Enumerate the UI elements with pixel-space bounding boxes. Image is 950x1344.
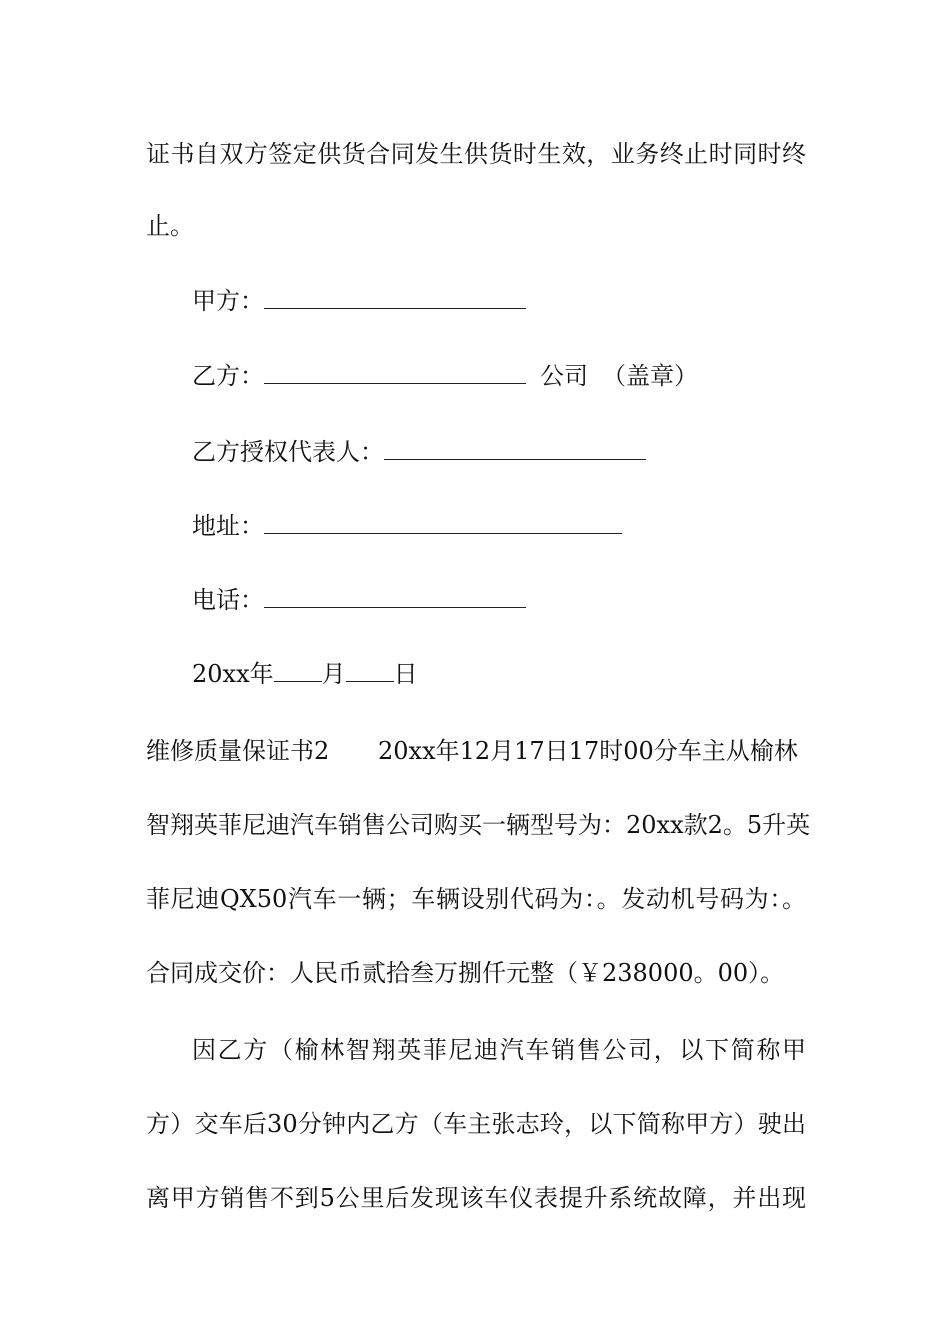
party-b-label: 乙方： [192, 362, 264, 390]
text-line: 止。 [146, 212, 194, 240]
text-line: 证书自双方签定供货合同发生供货时生效，业务终止时同时终 [146, 140, 806, 168]
representative-label: 乙方授权代表人： [192, 438, 384, 466]
representative-blank [384, 437, 646, 460]
body-line: 离甲方销售不到5公里后发现该车仪表提升系统故障，并出现 [146, 1184, 806, 1212]
date-month: 月 [321, 660, 346, 688]
address-blank [264, 511, 622, 534]
body-line: 智翔英菲尼迪汽车销售公司购买一辆型号为：20xx款2。5升英 [146, 811, 811, 839]
body-text: 20xx年12月17日17时00分车主从榆林 [378, 737, 798, 765]
party-a-field [192, 285, 526, 317]
body-line: 方）交车后30分钟内乙方（车主张志玲，以下简称甲方）驶出 [146, 1110, 806, 1138]
representative-field [192, 436, 646, 468]
address-label: 地址： [192, 512, 264, 540]
party-a-blank [264, 286, 526, 309]
phone-field [192, 584, 526, 616]
phone-blank [264, 585, 526, 608]
date-day-blank [346, 659, 394, 682]
body-line: 因乙方（榆林智翔英菲尼迪汽车销售公司，以下简称甲 [192, 1036, 806, 1064]
body-line: 合同成交价：人民币贰拾叁万捌仟元整（￥238000。00）。 [146, 959, 785, 987]
party-b-seal: （盖章） [602, 362, 698, 390]
party-b-field [192, 360, 698, 392]
date-day: 日 [393, 660, 418, 688]
document-heading: 维修质量保证书2 [146, 737, 330, 765]
address-field [192, 510, 622, 542]
body-line [146, 735, 806, 767]
party-b-company: 公司 [540, 362, 588, 390]
date-year: 20xx年 [192, 660, 274, 688]
party-a-label: 甲方： [192, 287, 264, 315]
party-b-blank [264, 361, 526, 384]
body-line: 菲尼迪QX50汽车一辆；车辆设别代码为：。发动机号码为：。 [146, 885, 806, 913]
date-month-blank [274, 659, 322, 682]
date-field [192, 658, 418, 690]
phone-label: 电话： [192, 586, 264, 614]
